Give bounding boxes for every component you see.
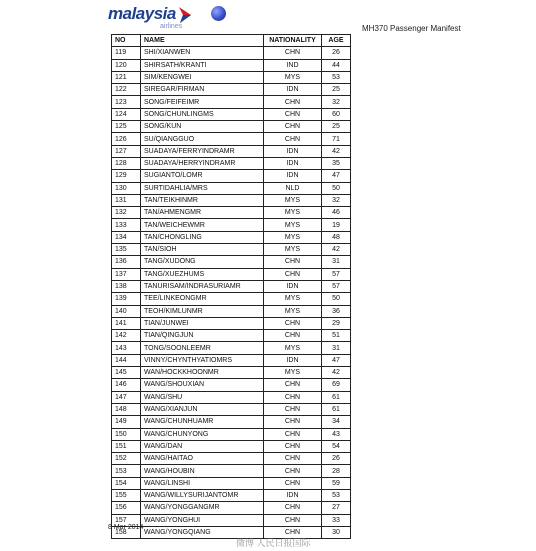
cell-name: WANG/YONGQIANG bbox=[141, 526, 264, 538]
cell-nationality: NLD bbox=[264, 182, 322, 194]
cell-nationality: CHN bbox=[264, 317, 322, 329]
table-row bbox=[112, 330, 351, 342]
cell-name: TAN/SIOH bbox=[141, 244, 264, 256]
table-row bbox=[112, 317, 351, 329]
cell-age: 42 bbox=[322, 145, 351, 157]
table-row bbox=[112, 182, 351, 194]
cell-nationality: MYS bbox=[264, 71, 322, 83]
cell-no: 141 bbox=[112, 317, 141, 329]
cell-name: SONG/FEIFEIMR bbox=[141, 96, 264, 108]
cell-age: 26 bbox=[322, 453, 351, 465]
cell-nationality: CHN bbox=[264, 453, 322, 465]
cell-no: 121 bbox=[112, 71, 141, 83]
cell-age: 42 bbox=[322, 367, 351, 379]
cell-age: 25 bbox=[322, 121, 351, 133]
cell-name: TAN/AHMENGMR bbox=[141, 207, 264, 219]
cell-nationality: CHN bbox=[264, 526, 322, 538]
table-row bbox=[112, 502, 351, 514]
cell-age: 57 bbox=[322, 268, 351, 280]
cell-age: 53 bbox=[322, 71, 351, 83]
cell-no: 151 bbox=[112, 440, 141, 452]
kite-logo-icon bbox=[177, 6, 193, 24]
table-row bbox=[112, 59, 351, 71]
cell-age: 61 bbox=[322, 391, 351, 403]
column-header-name: NAME bbox=[141, 35, 264, 47]
table-row bbox=[112, 256, 351, 268]
table-row bbox=[112, 403, 351, 415]
table-row bbox=[112, 96, 351, 108]
cell-name: SURTIDAHLIA/MRS bbox=[141, 182, 264, 194]
cell-no: 143 bbox=[112, 342, 141, 354]
cell-no: 129 bbox=[112, 170, 141, 182]
cell-nationality: CHN bbox=[264, 108, 322, 120]
table-row bbox=[112, 354, 351, 366]
cell-age: 32 bbox=[322, 194, 351, 206]
cell-no: 125 bbox=[112, 121, 141, 133]
cell-nationality: MYS bbox=[264, 194, 322, 206]
cell-name: TANG/XUEZHUMS bbox=[141, 268, 264, 280]
table-row bbox=[112, 379, 351, 391]
cell-age: 50 bbox=[322, 182, 351, 194]
cell-age: 61 bbox=[322, 403, 351, 415]
cell-nationality: CHN bbox=[264, 121, 322, 133]
cell-name: TANURISAM/INDRASURIAMR bbox=[141, 280, 264, 292]
cell-no: 148 bbox=[112, 403, 141, 415]
cell-age: 32 bbox=[322, 96, 351, 108]
table-row bbox=[112, 477, 351, 489]
cell-age: 47 bbox=[322, 170, 351, 182]
cell-nationality: CHN bbox=[264, 47, 322, 59]
cell-no: 123 bbox=[112, 96, 141, 108]
cell-age: 47 bbox=[322, 354, 351, 366]
cell-nationality: MYS bbox=[264, 367, 322, 379]
cell-name: WANG/SHU bbox=[141, 391, 264, 403]
table-row bbox=[112, 453, 351, 465]
table-row bbox=[112, 133, 351, 145]
cell-name: WANG/YONGGANGMR bbox=[141, 502, 264, 514]
cell-no: 150 bbox=[112, 428, 141, 440]
table-row bbox=[112, 108, 351, 120]
cell-nationality: MYS bbox=[264, 244, 322, 256]
table-header-row bbox=[112, 35, 351, 47]
brand-subtitle: airlines bbox=[160, 23, 183, 30]
cell-no: 126 bbox=[112, 133, 141, 145]
cell-nationality: CHN bbox=[264, 133, 322, 145]
cell-name: TAN/CHONGLING bbox=[141, 231, 264, 243]
table-row bbox=[112, 219, 351, 231]
cell-nationality: CHN bbox=[264, 96, 322, 108]
cell-nationality: CHN bbox=[264, 268, 322, 280]
cell-no: 120 bbox=[112, 59, 141, 71]
table-row bbox=[112, 268, 351, 280]
cell-no: 138 bbox=[112, 280, 141, 292]
cell-name: SUGIANTO/LOMR bbox=[141, 170, 264, 182]
cell-age: 28 bbox=[322, 465, 351, 477]
cell-nationality: MYS bbox=[264, 342, 322, 354]
cell-age: 25 bbox=[322, 84, 351, 96]
cell-nationality: MYS bbox=[264, 305, 322, 317]
cell-name: WANG/LINSHI bbox=[141, 477, 264, 489]
cell-nationality: MYS bbox=[264, 293, 322, 305]
cell-name: SIM/KENGWEI bbox=[141, 71, 264, 83]
cell-age: 35 bbox=[322, 157, 351, 169]
table-row bbox=[112, 440, 351, 452]
table-row bbox=[112, 244, 351, 256]
cell-name: TEE/LINKEONGMR bbox=[141, 293, 264, 305]
cell-age: 34 bbox=[322, 416, 351, 428]
table-row bbox=[112, 305, 351, 317]
cell-nationality: CHN bbox=[264, 403, 322, 415]
table-row bbox=[112, 157, 351, 169]
cell-name: WANG/HAITAO bbox=[141, 453, 264, 465]
cell-age: 50 bbox=[322, 293, 351, 305]
column-header-no: NO bbox=[112, 35, 141, 47]
cell-no: 147 bbox=[112, 391, 141, 403]
cell-no: 136 bbox=[112, 256, 141, 268]
cell-nationality: IDN bbox=[264, 170, 322, 182]
cell-age: 59 bbox=[322, 477, 351, 489]
cell-nationality: CHN bbox=[264, 391, 322, 403]
cell-name: SU/QIANGGUO bbox=[141, 133, 264, 145]
cell-name: SONG/KUN bbox=[141, 121, 264, 133]
cell-age: 57 bbox=[322, 280, 351, 292]
cell-no: 149 bbox=[112, 416, 141, 428]
cell-name: TONG/SOONLEEMR bbox=[141, 342, 264, 354]
cell-age: 43 bbox=[322, 428, 351, 440]
cell-name: WANG/CHUNYONG bbox=[141, 428, 264, 440]
cell-no: 127 bbox=[112, 145, 141, 157]
cell-age: 46 bbox=[322, 207, 351, 219]
cell-name: WANG/DAN bbox=[141, 440, 264, 452]
weibo-watermark: 微博 人民日报国际 bbox=[236, 538, 311, 548]
cell-age: 31 bbox=[322, 256, 351, 268]
cell-age: 69 bbox=[322, 379, 351, 391]
cell-no: 156 bbox=[112, 502, 141, 514]
cell-nationality: IDN bbox=[264, 280, 322, 292]
cell-no: 154 bbox=[112, 477, 141, 489]
cell-nationality: IDN bbox=[264, 354, 322, 366]
cell-age: 48 bbox=[322, 231, 351, 243]
table-row bbox=[112, 194, 351, 206]
column-header-nationality: NATIONALITY bbox=[264, 35, 322, 47]
cell-name: WANG/SHOUXIAN bbox=[141, 379, 264, 391]
cell-age: 31 bbox=[322, 342, 351, 354]
cell-no: 140 bbox=[112, 305, 141, 317]
cell-nationality: CHN bbox=[264, 416, 322, 428]
table-row bbox=[112, 231, 351, 243]
table-row bbox=[112, 342, 351, 354]
cell-age: 44 bbox=[322, 59, 351, 71]
table-row bbox=[112, 84, 351, 96]
cell-age: 42 bbox=[322, 244, 351, 256]
cell-no: 139 bbox=[112, 293, 141, 305]
cell-name: WANG/WILLYSURIJANTOMR bbox=[141, 489, 264, 501]
cell-no: 130 bbox=[112, 182, 141, 194]
table-row bbox=[112, 145, 351, 157]
cell-age: 27 bbox=[322, 502, 351, 514]
cell-name: WAN/HOCKKHOONMR bbox=[141, 367, 264, 379]
cell-no: 135 bbox=[112, 244, 141, 256]
table-row bbox=[112, 71, 351, 83]
table-row bbox=[112, 47, 351, 59]
cell-name: WANG/CHUNHUAMR bbox=[141, 416, 264, 428]
table-row bbox=[112, 367, 351, 379]
cell-name: TEOH/KIMLUNMR bbox=[141, 305, 264, 317]
cell-nationality: IDN bbox=[264, 157, 322, 169]
cell-age: 36 bbox=[322, 305, 351, 317]
cell-nationality: IND bbox=[264, 59, 322, 71]
table-row bbox=[112, 170, 351, 182]
cell-name: SUADAYA/HERRYINDRAMR bbox=[141, 157, 264, 169]
cell-no: 142 bbox=[112, 330, 141, 342]
cell-no: 124 bbox=[112, 108, 141, 120]
cell-name: TIAN/QINGJUN bbox=[141, 330, 264, 342]
cell-no: 152 bbox=[112, 453, 141, 465]
cell-nationality: CHN bbox=[264, 465, 322, 477]
cell-no: 158 bbox=[112, 526, 141, 538]
cell-no: 145 bbox=[112, 367, 141, 379]
table-row bbox=[112, 391, 351, 403]
cell-no: 131 bbox=[112, 194, 141, 206]
cell-no: 134 bbox=[112, 231, 141, 243]
cell-no: 137 bbox=[112, 268, 141, 280]
cell-age: 60 bbox=[322, 108, 351, 120]
manifest-title: MH370 Passenger Manifest bbox=[362, 24, 461, 33]
cell-nationality: IDN bbox=[264, 84, 322, 96]
cell-nationality: CHN bbox=[264, 330, 322, 342]
cell-nationality: MYS bbox=[264, 231, 322, 243]
oneworld-globe-icon bbox=[211, 6, 226, 21]
cell-name: TAN/WEICHEWMR bbox=[141, 219, 264, 231]
table-row bbox=[112, 465, 351, 477]
cell-name: WANG/XIANJUN bbox=[141, 403, 264, 415]
cell-age: 30 bbox=[322, 526, 351, 538]
cell-no: 155 bbox=[112, 489, 141, 501]
cell-no: 122 bbox=[112, 84, 141, 96]
cell-nationality: CHN bbox=[264, 256, 322, 268]
table-row bbox=[112, 293, 351, 305]
cell-name: TAN/TEIKHINMR bbox=[141, 194, 264, 206]
cell-age: 51 bbox=[322, 330, 351, 342]
cell-nationality: CHN bbox=[264, 514, 322, 526]
cell-age: 26 bbox=[322, 47, 351, 59]
cell-name: SHI/XIANWEN bbox=[141, 47, 264, 59]
cell-no: 132 bbox=[112, 207, 141, 219]
cell-age: 54 bbox=[322, 440, 351, 452]
table-row bbox=[112, 428, 351, 440]
table-row bbox=[112, 489, 351, 501]
cell-no: 119 bbox=[112, 47, 141, 59]
table-row bbox=[112, 121, 351, 133]
table-row bbox=[112, 207, 351, 219]
cell-nationality: CHN bbox=[264, 477, 322, 489]
cell-age: 19 bbox=[322, 219, 351, 231]
cell-nationality: CHN bbox=[264, 428, 322, 440]
brand-wordmark: malaysia bbox=[108, 4, 176, 23]
table-body bbox=[112, 47, 351, 539]
cell-name: VINNY/CHYNTHYATIOMRS bbox=[141, 354, 264, 366]
cell-nationality: IDN bbox=[264, 145, 322, 157]
manifest-date: 8 Mar 2014 bbox=[108, 524, 144, 531]
cell-nationality: CHN bbox=[264, 502, 322, 514]
cell-no: 144 bbox=[112, 354, 141, 366]
cell-nationality: CHN bbox=[264, 379, 322, 391]
passenger-table bbox=[111, 34, 351, 539]
cell-name: TANG/XUDONG bbox=[141, 256, 264, 268]
cell-name: SHIRSATH/KRANTI bbox=[141, 59, 264, 71]
cell-nationality: MYS bbox=[264, 207, 322, 219]
cell-no: 128 bbox=[112, 157, 141, 169]
table-row bbox=[112, 526, 351, 538]
cell-age: 33 bbox=[322, 514, 351, 526]
cell-nationality: MYS bbox=[264, 219, 322, 231]
cell-no: 153 bbox=[112, 465, 141, 477]
cell-nationality: IDN bbox=[264, 489, 322, 501]
table-row bbox=[112, 416, 351, 428]
cell-name: SONG/CHUNLINGMS bbox=[141, 108, 264, 120]
cell-age: 71 bbox=[322, 133, 351, 145]
table-row bbox=[112, 514, 351, 526]
cell-age: 53 bbox=[322, 489, 351, 501]
column-header-age: AGE bbox=[322, 35, 351, 47]
cell-name: WANG/YONGHUI bbox=[141, 514, 264, 526]
cell-name: SUADAYA/FERRYINDRAMR bbox=[141, 145, 264, 157]
cell-name: TIAN/JUNWEI bbox=[141, 317, 264, 329]
cell-name: SIREGAR/FIRMAN bbox=[141, 84, 264, 96]
cell-no: 133 bbox=[112, 219, 141, 231]
cell-nationality: CHN bbox=[264, 440, 322, 452]
cell-no: 157 bbox=[112, 514, 141, 526]
cell-name: WANG/HOUBIN bbox=[141, 465, 264, 477]
cell-no: 146 bbox=[112, 379, 141, 391]
cell-age: 29 bbox=[322, 317, 351, 329]
table-row bbox=[112, 280, 351, 292]
